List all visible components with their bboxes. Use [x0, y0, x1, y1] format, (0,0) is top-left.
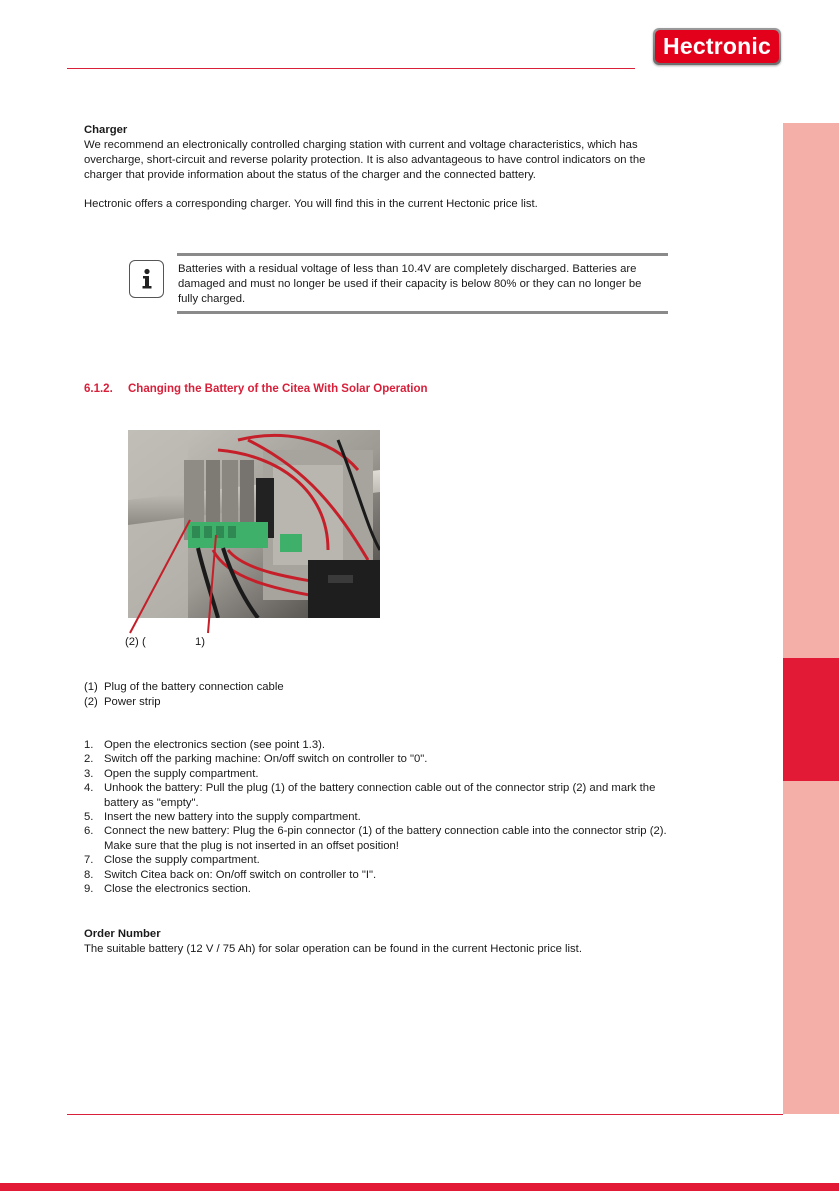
step-item: 3. Open the supply compartment.	[84, 767, 259, 780]
order-number-heading: Order Number	[84, 928, 161, 940]
charger-heading: Charger	[84, 124, 128, 136]
charger-paragraph: We recommend an electronically controlled charging station with current and voltage characteristics, which has overcharge, short-circuit and reverse polarity protection. It is also advantageous to have control indicators on the charger that provide information about the status of the charger and the connected battery.	[84, 139, 646, 181]
section-number: 6.1.2.	[84, 383, 113, 395]
figure-label-2: (2) (	[125, 636, 146, 648]
side-band-active-chapter	[783, 658, 839, 781]
hectronic-logo	[653, 28, 781, 65]
order-number-paragraph: The suitable battery (12 V / 75 Ah) for solar operation can be found in the current Hectonic price list.	[84, 943, 582, 955]
step-item: 5. Insert the new battery into the supply compartment.	[84, 811, 361, 824]
info-icon	[129, 260, 164, 298]
side-band-upper	[783, 123, 839, 658]
section-title: Changing the Battery of the Citea With Solar Operation	[128, 383, 428, 395]
legend-item: (2) Power strip	[84, 696, 161, 708]
step-item: 9. Close the electronics section.	[84, 883, 251, 896]
charger-offer-paragraph: Hectronic offers a corresponding charger. You will find this in the current Hectonic price list.	[84, 198, 538, 210]
callout-lines	[110, 520, 230, 640]
figure-label-1: 1)	[195, 636, 206, 648]
step-item: 7. Close the supply compartment.	[84, 854, 260, 867]
section-heading	[84, 382, 428, 397]
legend-item: (1) Plug of the battery connection cable	[84, 681, 284, 693]
note-text: Batteries with a residual voltage of less than 10.4V are completely discharged. Batteries are damaged and must no longer be used if their capacity is below 80% or they can no longer be fully charged.	[178, 263, 642, 305]
logo-text: Hectronic	[663, 33, 771, 59]
step-item: 6. Connect the new battery: Plug the 6-pin connector (1) of the battery connection cable into the connector strip (2). Make sure that the plug is not inserted in an offset position!	[84, 825, 667, 852]
side-band-lower	[783, 781, 839, 1114]
step-item: 2. Switch off the parking machine: On/off switch on controller to "0".	[84, 753, 428, 766]
step-item: 1. Open the electronics section (see point 1.3).	[84, 739, 326, 751]
figure-legend	[84, 680, 284, 710]
header-rule	[67, 68, 635, 69]
note-bottom-rule	[177, 311, 668, 314]
footer-bar	[0, 1183, 839, 1191]
note-top-rule	[177, 253, 668, 256]
step-item: 4. Unhook the battery: Pull the plug (1) of the battery connection cable out of the connector strip (2) and mark the battery as "empty".	[84, 782, 656, 809]
procedure-steps	[84, 738, 669, 896]
footer-rule	[67, 1114, 783, 1115]
step-item: 8. Switch Citea back on: On/off switch on controller to "I".	[84, 868, 377, 881]
